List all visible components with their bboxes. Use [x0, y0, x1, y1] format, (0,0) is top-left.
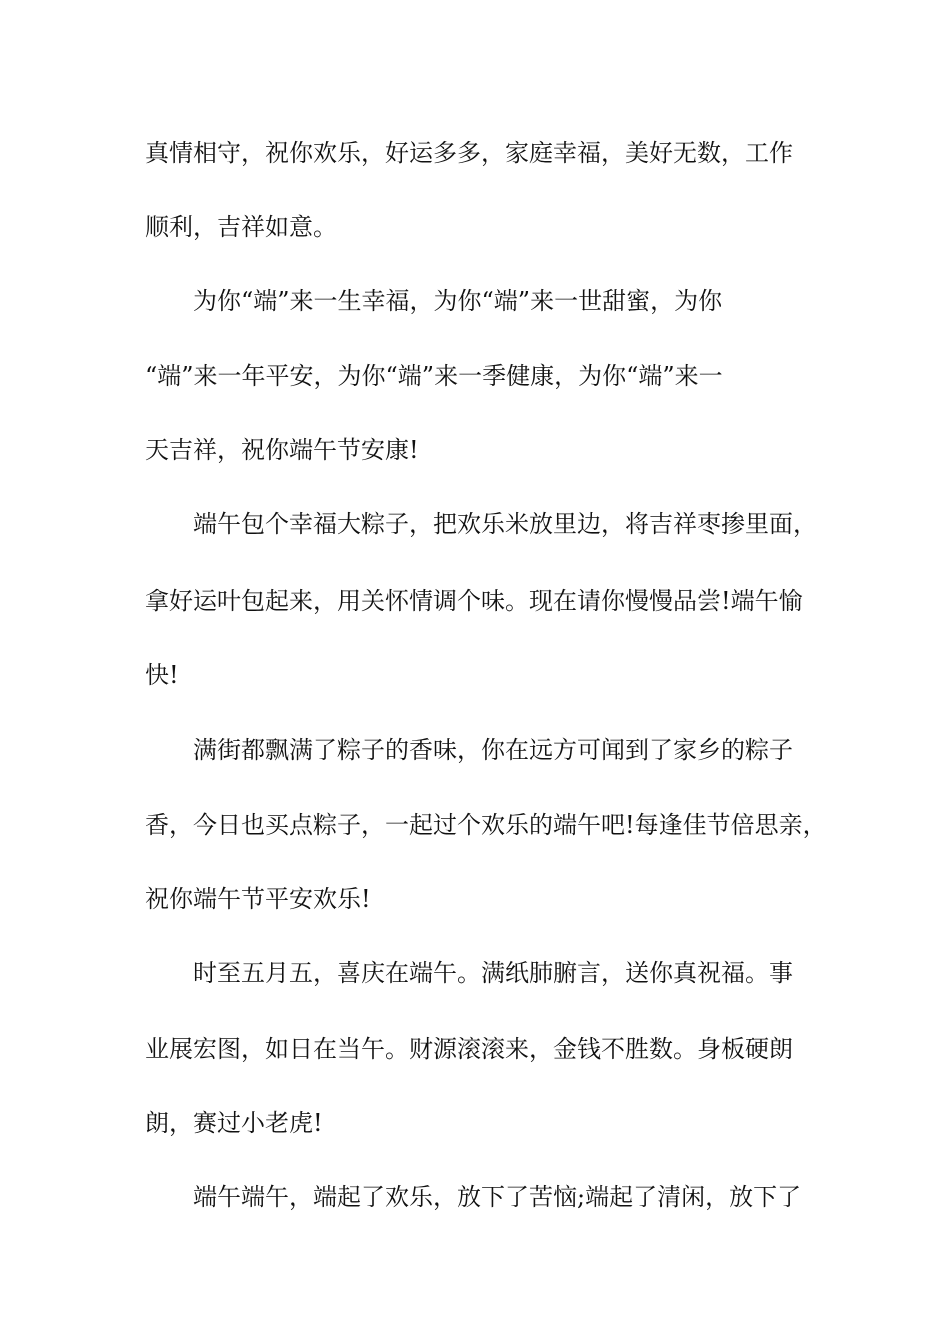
- text-line: 拿好运叶包起来，用关怀情调个味。现在请你慢慢品尝!端午愉: [145, 587, 803, 615]
- text-line: 朗，赛过小老虎!: [145, 1109, 323, 1137]
- text-line: 快!: [145, 661, 179, 689]
- text-line: 满街都飘满了粽子的香味，你在远方可闻到了家乡的粽子: [193, 736, 793, 764]
- text-line: 时至五月五，喜庆在端午。满纸肺腑言，送你真祝福。事: [193, 959, 793, 987]
- text-line: 为你“端”来一生幸福，为你“端”来一世甜蜜，为你: [193, 287, 723, 315]
- text-line: 端午端午，端起了欢乐，放下了苦恼;端起了清闲，放下了: [193, 1183, 802, 1211]
- text-line: 香，今日也买点粽子，一起过个欢乐的端午吧!每逢佳节倍思亲，: [145, 811, 827, 839]
- text-line: “端”来一年平安，为你“端”来一季健康，为你“端”来一: [145, 362, 723, 390]
- text-line: 祝你端午节平安欢乐!: [145, 885, 371, 913]
- text-line: 真情相守，祝你欢乐，好运多多，家庭幸福，美好无数，工作: [145, 139, 793, 167]
- text-line: 业展宏图，如日在当午。财源滚滚来，金钱不胜数。身板硬朗: [145, 1035, 793, 1063]
- text-line: 天吉祥，祝你端午节安康!: [145, 436, 419, 464]
- text-line: 端午包个幸福大粽子，把欢乐米放里边，将吉祥枣掺里面，: [193, 510, 817, 538]
- text-line: 顺利，吉祥如意。: [145, 213, 337, 241]
